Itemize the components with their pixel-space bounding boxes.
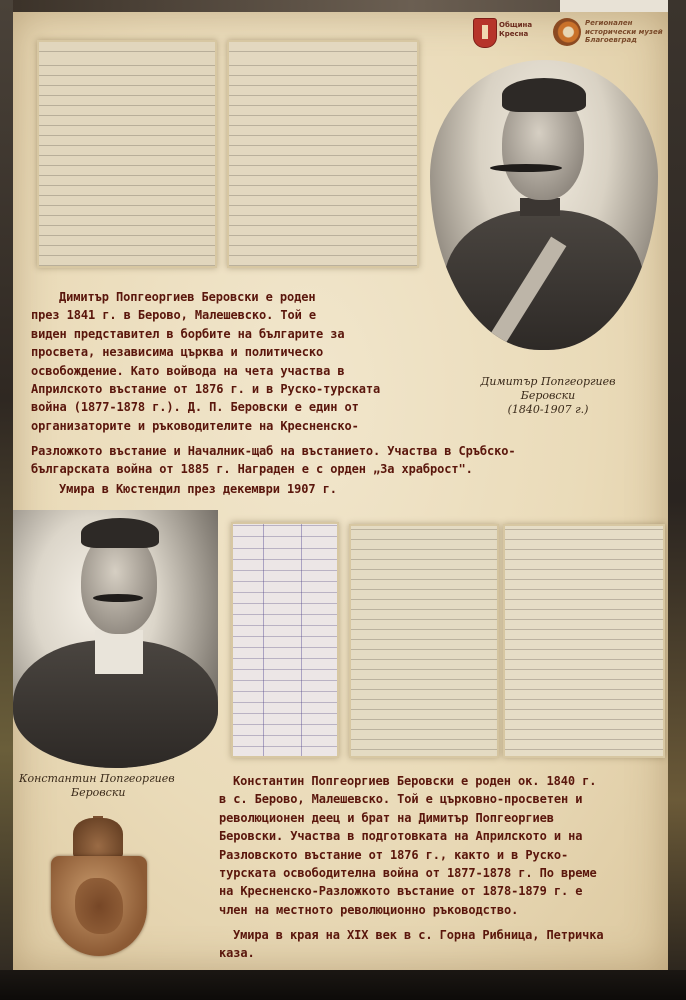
- historic-document-ledger: [231, 522, 339, 758]
- historic-letter-2: [227, 40, 419, 268]
- background-floor: [0, 970, 686, 1000]
- museum-emblem-icon: [553, 18, 581, 46]
- historic-letter-3: [349, 524, 499, 758]
- background-wall-right: [668, 0, 686, 1000]
- ceiling-light: [560, 0, 670, 12]
- municipality-logo: [473, 16, 535, 52]
- historic-letter-1: [37, 40, 217, 268]
- museum-logo: [553, 16, 665, 56]
- bio-konstantin-death: Умира в края на XIX век в с. Горна Рибница, Петричка каза.: [219, 928, 604, 961]
- historic-letter-4: [503, 524, 665, 758]
- exhibition-poster: [13, 12, 668, 970]
- bio-dimitar-text-continued: Разложкото въстание и Началник-щаб на въстанието. Участва в Сръбско- българската война от 1885 г. Награден е с орден „За храброст".: [31, 444, 516, 477]
- bio-dimitar-death: Умира в Кюстендил през декември 1907 г.: [59, 482, 337, 496]
- order-for-bravery-crest-icon: [43, 818, 163, 968]
- museum-label: Регионален исторически музей Благоевград: [585, 19, 663, 44]
- portrait1-caption: Димитър Попгеоргиев Беровски (1840-1907 г.): [480, 375, 616, 416]
- portrait-dimitar-berovski: [430, 60, 658, 350]
- bio-dimitar-text: Димитър Попгеоргиев Беровски е роден през 1841 г. в Берово, Малешевско. Той е виден представител в борбите на българите за просвета, независима църква и политическо освобождение. Като войвода на чета участва в Априлското въстание от 1876 г. и в Руско-турската война (1877-1878 г.). Д. П. Беровски е един от организаторите и ръководителите на Кресненско-: [31, 290, 381, 433]
- bio-konstantin-text: Константин Попгеоргиев Беровски е роден ок. 1840 г. в с. Берово, Малешевско. Той е църковно-просветен и революционен деец и брат на Димитър Попгеоргиев Беровски. Участва в подготовката на Априлското и на Разловското въстание от 1876 г., както и в Руско- турската освободителна война от 1877-1878 г. По време на Кресненско-Разложкото въстание от 1878-1879 г. е член на местното революционно ръководство.: [219, 774, 597, 917]
- background-wall-left: [0, 0, 13, 1000]
- municipality-shield-icon: [473, 18, 497, 48]
- portrait-konstantin-berovski: [13, 510, 218, 768]
- portrait2-caption: Константин Попгеоргиев Беровски: [19, 772, 175, 799]
- municipality-label: Община Кресна: [499, 21, 533, 38]
